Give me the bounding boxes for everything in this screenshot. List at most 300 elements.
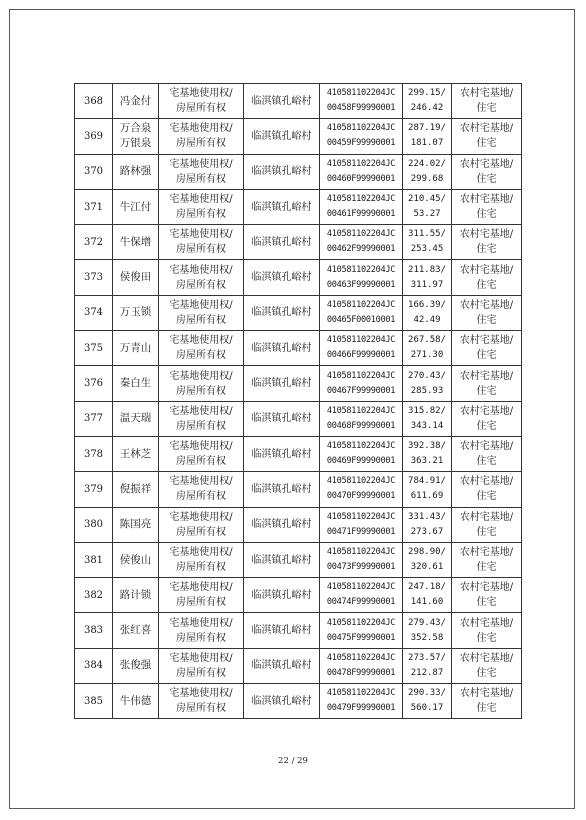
location-cell: 临淇镇孔峪村: [244, 84, 320, 119]
right-type-cell: [159, 366, 244, 401]
usage-line: 住宅: [476, 562, 497, 573]
owner-name-line: 路林强: [119, 165, 152, 178]
unit-code-line: 00478F99990001: [326, 667, 396, 678]
area-line: 315.82/: [408, 405, 446, 416]
area-cell: [403, 507, 452, 542]
area-line: 210.45/: [408, 194, 446, 205]
row-number-cell: 374: [75, 295, 113, 330]
location-cell: 临淇镇孔峪村: [244, 331, 320, 366]
right-type-line: 房屋所有权: [176, 456, 226, 468]
right-type-cell: [159, 84, 244, 119]
usage-line: 住宅: [476, 244, 497, 256]
unit-code-line: 00462F99990001: [326, 244, 396, 255]
area-cell: [403, 260, 452, 295]
right-type-line: 房屋所有权: [176, 209, 226, 221]
usage-line: 农村宅基地/: [459, 405, 514, 417]
unit-code-line: 410581102204JC: [326, 405, 396, 416]
usage-cell: [452, 119, 522, 154]
usage-line: 住宅: [476, 385, 497, 397]
table-row: [75, 507, 522, 542]
table-row: [75, 154, 522, 189]
right-type-cell: [159, 684, 244, 719]
area-line: 42.49: [413, 314, 441, 325]
usage-line: 住宅: [476, 632, 497, 644]
row-number-cell: 383: [75, 613, 113, 648]
area-line: 181.07: [410, 138, 444, 149]
unit-code-line: 410581102204JC: [326, 123, 396, 134]
usage-cell: [452, 225, 522, 260]
owner-name-cell: [113, 684, 159, 719]
unit-code-line: 00479F99990001: [326, 703, 396, 714]
right-type-line: 宅基地使用权/: [169, 194, 233, 206]
table-row: [75, 472, 522, 507]
usage-cell: [452, 613, 522, 648]
location-cell: 临淇镇孔峪村: [244, 154, 320, 189]
table-row: [75, 84, 522, 119]
usage-cell: [452, 436, 522, 471]
usage-cell: [452, 260, 522, 295]
area-line: 363.21: [410, 456, 444, 467]
area-cell: [403, 613, 452, 648]
area-line: 247.18/: [408, 582, 446, 593]
right-type-line: 宅基地使用权/: [169, 582, 233, 594]
right-type-cell: [159, 331, 244, 366]
owner-name-line: 侯俊田: [119, 271, 152, 284]
row-number-cell: 369: [75, 119, 113, 154]
usage-line: 住宅: [476, 597, 497, 609]
owner-name-line: 倪振祥: [119, 482, 152, 495]
usage-cell: [452, 331, 522, 366]
right-type-cell: [159, 119, 244, 154]
owner-name-line: 王林芝: [119, 447, 152, 460]
registry-table-body: [75, 84, 522, 719]
right-type-line: 宅基地使用权/: [169, 264, 233, 276]
unit-code-line: 00474F99990001: [326, 597, 396, 608]
area-line: 298.90/: [408, 547, 446, 557]
area-cell: [403, 295, 452, 330]
right-type-line: 房屋所有权: [176, 562, 226, 573]
location-cell: 临淇镇孔峪村: [244, 684, 320, 719]
area-line: 311.55/: [408, 229, 446, 240]
usage-cell: [452, 472, 522, 507]
right-type-line: 宅基地使用权/: [169, 158, 233, 170]
right-type-cell: [159, 613, 244, 648]
area-cell: [403, 472, 452, 507]
right-type-line: 宅基地使用权/: [169, 299, 233, 311]
usage-line: 农村宅基地/: [459, 476, 514, 488]
row-number-cell: 372: [75, 225, 113, 260]
area-cell: [403, 225, 452, 260]
table-row: [75, 189, 522, 224]
unit-code-line: 00471F99990001: [326, 526, 396, 537]
right-type-cell: [159, 436, 244, 471]
unit-code-line: 410581102204JC: [326, 617, 396, 628]
unit-code-line: 00460F99990001: [326, 173, 396, 184]
right-type-line: 房屋所有权: [176, 103, 226, 115]
owner-name-line: 侯俊山: [119, 553, 152, 566]
location-cell: 临淇镇孔峪村: [244, 648, 320, 683]
location-cell: 临淇镇孔峪村: [244, 578, 320, 613]
unit-code-line: 410581102204JC: [326, 158, 396, 169]
unit-code-line: 00468F99990001: [326, 420, 396, 431]
right-type-line: 房屋所有权: [176, 244, 226, 256]
usage-cell: [452, 84, 522, 119]
table-row: [75, 578, 522, 613]
owner-name-line: 牛伟德: [119, 694, 152, 707]
usage-line: 农村宅基地/: [459, 370, 514, 382]
usage-line: 农村宅基地/: [459, 688, 514, 700]
usage-line: 农村宅基地/: [459, 511, 514, 523]
area-line: 53.27: [413, 209, 441, 220]
area-line: 224.02/: [408, 158, 446, 169]
area-line: 299.15/: [408, 88, 446, 99]
right-type-cell: [159, 260, 244, 295]
unit-code-line: 00470F99990001: [326, 491, 396, 502]
location-cell: 临淇镇孔峪村: [244, 613, 320, 648]
unit-code-line: 410581102204JC: [326, 229, 396, 240]
owner-name-line: 陈国亮: [119, 518, 152, 531]
unit-code-cell: [320, 331, 403, 366]
location-cell: 临淇镇孔峪村: [244, 225, 320, 260]
right-type-cell: [159, 225, 244, 260]
area-cell: [403, 542, 452, 577]
right-type-line: 宅基地使用权/: [169, 229, 233, 241]
area-line: 320.61: [410, 562, 444, 572]
row-number-cell: 373: [75, 260, 113, 295]
owner-name-line: 万玉锁: [119, 306, 152, 319]
location-cell: 临淇镇孔峪村: [244, 366, 320, 401]
table-row: [75, 295, 522, 330]
area-line: 611.69: [410, 491, 444, 502]
table-row: [75, 331, 522, 366]
unit-code-cell: [320, 295, 403, 330]
table-row: [75, 648, 522, 683]
location-cell: 临淇镇孔峪村: [244, 189, 320, 224]
owner-name-cell: [113, 331, 159, 366]
owner-name-line: 牛保增: [119, 235, 152, 248]
owner-name-line: 张俊强: [119, 659, 152, 672]
right-type-cell: [159, 507, 244, 542]
unit-code-line: 00469F99990001: [326, 456, 396, 467]
area-cell: [403, 119, 452, 154]
right-type-line: 房屋所有权: [176, 597, 226, 609]
unit-code-cell: [320, 401, 403, 436]
area-cell: [403, 578, 452, 613]
owner-name-cell: [113, 260, 159, 295]
unit-code-line: 410581102204JC: [326, 194, 396, 205]
usage-cell: [452, 578, 522, 613]
row-number-cell: 376: [75, 366, 113, 401]
right-type-line: 房屋所有权: [176, 703, 226, 715]
usage-line: 住宅: [476, 173, 497, 185]
owner-name-line: 万合泉: [119, 122, 152, 135]
area-line: 273.57/: [408, 652, 446, 663]
owner-name-cell: [113, 472, 159, 507]
area-line: 285.93: [410, 385, 444, 396]
right-type-line: 房屋所有权: [176, 491, 226, 503]
right-type-line: 房屋所有权: [176, 138, 226, 150]
table-row: [75, 542, 522, 577]
area-line: 212.87: [410, 667, 444, 678]
row-number-cell: 379: [75, 472, 113, 507]
usage-cell: [452, 507, 522, 542]
unit-code-cell: [320, 648, 403, 683]
area-cell: [403, 84, 452, 119]
right-type-line: 宅基地使用权/: [169, 547, 233, 558]
owner-name-cell: [113, 401, 159, 436]
area-line: 784.91/: [408, 476, 446, 487]
usage-line: 住宅: [476, 350, 497, 362]
table-row: [75, 260, 522, 295]
usage-line: 农村宅基地/: [459, 264, 514, 276]
table-row: [75, 436, 522, 471]
row-number-cell: 381: [75, 542, 113, 577]
area-cell: [403, 401, 452, 436]
owner-name-cell: [113, 436, 159, 471]
unit-code-line: 410581102204JC: [326, 688, 396, 699]
owner-name-line: 万银泉: [119, 137, 152, 150]
row-number-cell: 384: [75, 648, 113, 683]
location-cell: 临淇镇孔峪村: [244, 436, 320, 471]
owner-name-cell: [113, 154, 159, 189]
usage-cell: [452, 648, 522, 683]
unit-code-cell: [320, 542, 403, 577]
usage-cell: [452, 154, 522, 189]
usage-line: 住宅: [476, 491, 497, 503]
unit-code-line: 00475F99990001: [326, 632, 396, 643]
row-number-cell: 375: [75, 331, 113, 366]
area-line: 311.97: [410, 279, 444, 290]
usage-line: 农村宅基地/: [459, 335, 514, 347]
right-type-line: 房屋所有权: [176, 279, 226, 291]
right-type-cell: [159, 542, 244, 577]
table-row: [75, 119, 522, 154]
usage-line: 农村宅基地/: [459, 652, 514, 664]
right-type-line: 宅基地使用权/: [169, 88, 233, 100]
right-type-line: 房屋所有权: [176, 173, 226, 185]
unit-code-cell: [320, 84, 403, 119]
area-line: 267.58/: [408, 335, 446, 346]
unit-code-line: 00466F99990001: [326, 350, 396, 361]
owner-name-cell: [113, 613, 159, 648]
owner-name-line: 牛江付: [119, 200, 152, 213]
location-cell: 临淇镇孔峪村: [244, 401, 320, 436]
unit-code-cell: [320, 578, 403, 613]
unit-code-line: 00467F99990001: [326, 385, 396, 396]
usage-cell: [452, 684, 522, 719]
right-type-cell: [159, 295, 244, 330]
usage-line: 住宅: [476, 420, 497, 432]
right-type-cell: [159, 648, 244, 683]
right-type-line: 宅基地使用权/: [169, 617, 233, 629]
area-line: 253.45: [410, 244, 444, 255]
area-cell: [403, 684, 452, 719]
unit-code-line: 00458F99990001: [326, 103, 396, 114]
unit-code-cell: [320, 684, 403, 719]
unit-code-cell: [320, 472, 403, 507]
right-type-line: 房屋所有权: [176, 667, 226, 679]
row-number-cell: 380: [75, 507, 113, 542]
owner-name-cell: [113, 225, 159, 260]
owner-name-line: 路计锁: [119, 588, 152, 601]
usage-line: 住宅: [476, 314, 497, 326]
area-line: 287.19/: [408, 123, 446, 134]
area-cell: [403, 331, 452, 366]
usage-line: 农村宅基地/: [459, 582, 514, 594]
unit-code-line: 00473F99990001: [326, 562, 396, 572]
right-type-cell: [159, 189, 244, 224]
right-type-cell: [159, 472, 244, 507]
unit-code-line: 410581102204JC: [326, 511, 396, 522]
usage-line: 农村宅基地/: [459, 194, 514, 206]
page-number: 22 / 29: [278, 756, 308, 766]
owner-name-line: 秦白生: [119, 377, 152, 390]
location-cell: 临淇镇孔峪村: [244, 119, 320, 154]
usage-line: 农村宅基地/: [459, 617, 514, 629]
unit-code-line: 410581102204JC: [326, 476, 396, 487]
table-row: [75, 366, 522, 401]
unit-code-line: 410581102204JC: [326, 652, 396, 663]
right-type-line: 宅基地使用权/: [169, 441, 233, 453]
unit-code-cell: [320, 507, 403, 542]
unit-code-line: 410581102204JC: [326, 88, 396, 99]
usage-line: 农村宅基地/: [459, 441, 514, 453]
right-type-line: 房屋所有权: [176, 420, 226, 432]
area-line: 141.60: [410, 597, 444, 608]
owner-name-cell: [113, 507, 159, 542]
unit-code-cell: [320, 436, 403, 471]
usage-line: 住宅: [476, 209, 497, 221]
unit-code-cell: [320, 154, 403, 189]
usage-line: 住宅: [476, 456, 497, 468]
area-line: 560.17: [410, 703, 444, 714]
unit-code-line: 410581102204JC: [326, 547, 396, 557]
unit-code-line: 410581102204JC: [326, 370, 396, 381]
usage-line: 住宅: [476, 703, 497, 715]
owner-name-line: 温天瑞: [119, 412, 152, 425]
owner-name-cell: [113, 295, 159, 330]
usage-line: 住宅: [476, 526, 497, 538]
right-type-line: 房屋所有权: [176, 350, 226, 362]
area-cell: [403, 436, 452, 471]
row-number-cell: 368: [75, 84, 113, 119]
usage-line: 农村宅基地/: [459, 547, 514, 558]
area-cell: [403, 154, 452, 189]
right-type-cell: [159, 578, 244, 613]
unit-code-cell: [320, 189, 403, 224]
unit-code-line: 410581102204JC: [326, 582, 396, 593]
unit-code-cell: [320, 366, 403, 401]
table-row: [75, 225, 522, 260]
unit-code-line: 00465F00010001: [326, 314, 396, 325]
row-number-cell: 385: [75, 684, 113, 719]
area-line: 271.30: [410, 350, 444, 361]
right-type-cell: [159, 154, 244, 189]
usage-cell: [452, 401, 522, 436]
usage-cell: [452, 189, 522, 224]
usage-cell: [452, 542, 522, 577]
unit-code-cell: [320, 225, 403, 260]
usage-line: 农村宅基地/: [459, 229, 514, 241]
usage-cell: [452, 366, 522, 401]
right-type-line: 宅基地使用权/: [169, 652, 233, 664]
usage-line: 农村宅基地/: [459, 88, 514, 100]
right-type-line: 宅基地使用权/: [169, 370, 233, 382]
unit-code-line: 410581102204JC: [326, 264, 396, 275]
usage-line: 农村宅基地/: [459, 299, 514, 311]
area-cell: [403, 648, 452, 683]
area-line: 211.83/: [408, 264, 446, 275]
unit-code-cell: [320, 119, 403, 154]
row-number-cell: 382: [75, 578, 113, 613]
area-line: 331.43/: [408, 511, 446, 522]
usage-line: 住宅: [476, 138, 497, 150]
usage-cell: [452, 295, 522, 330]
owner-name-cell: [113, 189, 159, 224]
unit-code-line: 410581102204JC: [326, 441, 396, 452]
right-type-line: 房屋所有权: [176, 385, 226, 397]
owner-name-line: 冯金付: [119, 94, 152, 107]
area-line: 279.43/: [408, 617, 446, 628]
unit-code-line: 00463F99990001: [326, 279, 396, 290]
right-type-line: 宅基地使用权/: [169, 335, 233, 347]
usage-line: 住宅: [476, 103, 497, 115]
owner-name-cell: [113, 578, 159, 613]
usage-line: 农村宅基地/: [459, 123, 514, 135]
right-type-line: 宅基地使用权/: [169, 123, 233, 135]
area-cell: [403, 189, 452, 224]
area-cell: [403, 366, 452, 401]
area-line: 352.58: [410, 632, 444, 643]
owner-name-cell: [113, 366, 159, 401]
owner-name-line: 张红喜: [119, 624, 152, 637]
table-row: [75, 613, 522, 648]
area-line: 246.42: [410, 103, 444, 114]
unit-code-line: 410581102204JC: [326, 335, 396, 346]
right-type-line: 宅基地使用权/: [169, 688, 233, 700]
owner-name-cell: [113, 84, 159, 119]
row-number-cell: 371: [75, 189, 113, 224]
row-number-cell: 377: [75, 401, 113, 436]
right-type-line: 房屋所有权: [176, 526, 226, 538]
location-cell: 临淇镇孔峪村: [244, 260, 320, 295]
right-type-line: 房屋所有权: [176, 314, 226, 326]
location-cell: 临淇镇孔峪村: [244, 472, 320, 507]
unit-code-cell: [320, 613, 403, 648]
unit-code-cell: [320, 260, 403, 295]
owner-name-cell: [113, 119, 159, 154]
right-type-line: 宅基地使用权/: [169, 405, 233, 417]
registry-table: [74, 83, 522, 719]
location-cell: 临淇镇孔峪村: [244, 295, 320, 330]
right-type-line: 宅基地使用权/: [169, 476, 233, 488]
area-line: 392.38/: [408, 441, 446, 452]
owner-name-line: 万青山: [119, 341, 152, 354]
area-line: 273.67: [410, 526, 444, 537]
right-type-line: 房屋所有权: [176, 632, 226, 644]
usage-line: 住宅: [476, 279, 497, 291]
unit-code-line: 00459F99990001: [326, 138, 396, 149]
location-cell: 临淇镇孔峪村: [244, 542, 320, 577]
unit-code-line: 00461F99990001: [326, 209, 396, 220]
owner-name-cell: [113, 648, 159, 683]
right-type-cell: [159, 401, 244, 436]
location-cell: 临淇镇孔峪村: [244, 507, 320, 542]
table-row: [75, 401, 522, 436]
owner-name-cell: [113, 542, 159, 577]
area-line: 166.39/: [408, 299, 446, 310]
usage-line: 农村宅基地/: [459, 158, 514, 170]
